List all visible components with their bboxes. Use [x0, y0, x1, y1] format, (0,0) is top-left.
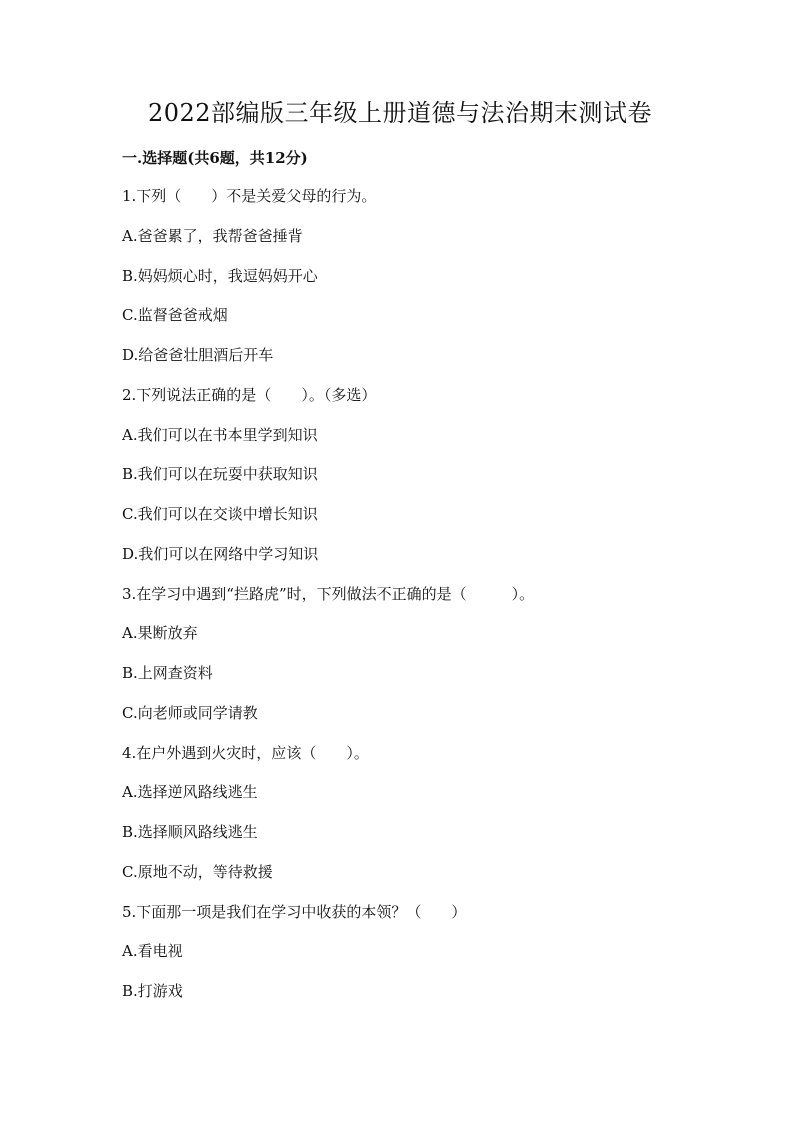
question-4-option-b: B.选择顺风路线逃生 — [122, 823, 258, 841]
question-2-option-a: A.我们可以在书本里学到知识 — [122, 425, 318, 444]
question-2-option-b: B.我们可以在玩耍中获取知识 — [122, 465, 318, 484]
question-5-stem: 5.下面那一项是我们在学习中收获的本领？（ ） — [122, 902, 467, 921]
question-3-stem: 3.在学习中遇到“拦路虎”时，下列做法不正确的是（ ）。 — [122, 584, 535, 603]
question-1-option-d: D.给爸爸壮胆酒后开车 — [122, 346, 274, 364]
question-1-option-a: A.爸爸累了，我帮爸爸捶背 — [122, 226, 303, 245]
question-1-option-b: B.妈妈烦心时，我逗妈妈开心 — [122, 266, 318, 285]
question-5-option-b: B.打游戏 — [122, 982, 183, 1000]
question-4-stem: 4.在户外遇到火灾时，应该（ ）。 — [122, 743, 369, 762]
question-1-stem: 1.下列（ ）不是关爱父母的行为。 — [122, 187, 377, 205]
question-4-option-c: C.原地不动，等待救援 — [122, 862, 273, 881]
question-4-option-a: A.选择逆风路线逃生 — [122, 783, 258, 802]
question-3-option-a: A.果断放弃 — [122, 624, 198, 643]
page-title: 2022部编版三年级上册道德与法治期末测试卷 — [147, 99, 653, 127]
section-heading: 一.选择题(共6题，共12分) — [122, 149, 308, 167]
question-1-option-c: C.监督爸爸戒烟 — [122, 306, 228, 325]
question-2-option-c: C.我们可以在交谈中增长知识 — [122, 505, 318, 523]
question-5-option-a: A.看电视 — [122, 942, 183, 961]
question-3-option-c: C.向老师或同学请教 — [122, 703, 258, 722]
question-3-option-b: B.上网查资料 — [122, 664, 213, 682]
question-2-option-d: D.我们可以在网络中学习知识 — [122, 544, 319, 563]
question-2-stem: 2.下列说法正确的是（ ）。（多选） — [122, 385, 377, 404]
question-list — [122, 184, 742, 1019]
